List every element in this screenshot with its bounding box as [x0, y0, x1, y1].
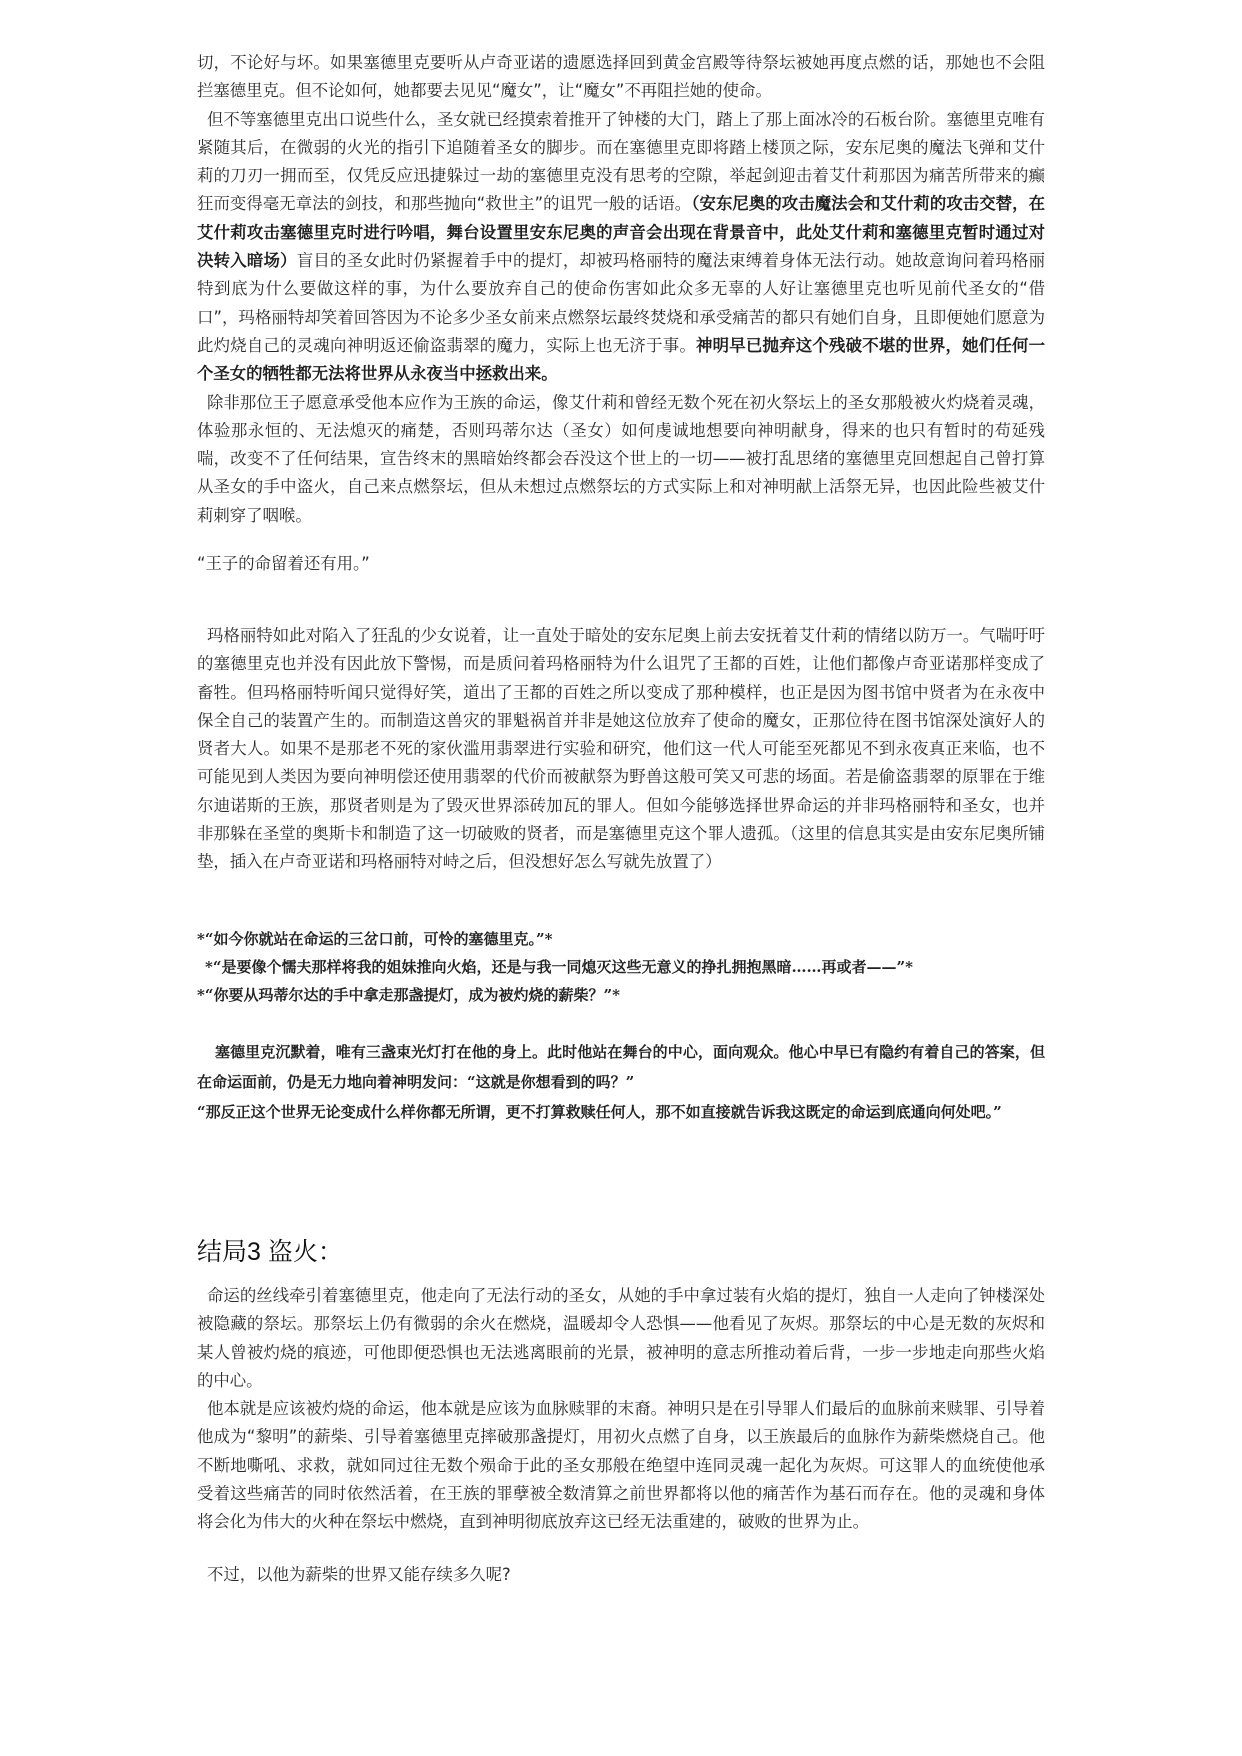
monologue-paragraph-2: “那反正这个世界无论变成什么样你都无所谓，更不打算救赎任何人，那不如直接就告诉我这既定的命运到底通向何处吧。”: [197, 1103, 1002, 1121]
paragraph-6: 他本就是应该被灼烧的命运，他本就是应该为血脉赎罪的末裔。神明只是在引导罪人们最后的血脉前来赎罪、引导着他成为“黎明”的薪柴、引导着塞德里克摔破那盏提灯，用初火点燃了自身，以王族最后的血脉作为薪柴燃烧自己。他不断地嘶吼、求救，就如同过往无数个殒命于此的圣女那般在绝望中连同灵魂一起化为灰烬。可这罪人的血统使他承受着这些痛苦的同时依然活着，在王族的罪孽被全数清算之前世界都将以他的痛苦作为基石而存在。他的灵魂和身体将会化为伟大的火种在祭坛中燃烧，直到神明彻底放弃这已经无法重建的，破败的世界为止。: [197, 1399, 1045, 1532]
verse-line-2: *“是要像个懦夫那样将我的姐妹推向火焰，还是与我一同熄灭这些无意义的挣扎拥抱黑暗……再或者——”*: [205, 958, 913, 976]
section-intro: [197, 49, 1045, 530]
quote-block: [197, 550, 1045, 578]
section-margaret: [197, 622, 1045, 877]
paragraph-1: 切，不论好与坏。如果塞德里克要听从卢奇亚诺的遗愿选择回到黄金宫殿等待祭坛被她再度点燃的话，那她也不会阻拦塞德里克。但不论如何，她都要去见见“魔女”，让“魔女”不再阻拦她的使命。: [197, 53, 1045, 101]
paragraph-2-text-b: 盲目的圣女此时仍紧握着手中的提灯，却被玛格丽特的魔法束缚着身体无法行动。她故意询问着玛格丽特到底为什么要做这样的事，为什么要放弃自己的使命伤害如此众多无辜的人好让塞德里克也听见前代圣女的“借口”，玛格丽特却笑着回答因为不论多少圣女前来点燃祭坛最终焚烧和承受痛苦的都只有她们自身，且即便她们愿意为此灼烧自己的灵魂向神明返还偷盗翡翠的魔力，实际上也无济于事。: [197, 251, 1046, 355]
paragraph-5: 命运的丝线牵引着塞德里克，他走向了无法行动的圣女，从她的手中拿过装有火焰的提灯，独自一人走向了钟楼深处被隐藏的祭坛。那祭坛上仍有微弱的余火在燃烧，温暖却令人恐惧——他看见了灰烬。那祭坛的中心是无数的灰烬和某人曾被灼烧的痕迹，可他即便恐惧也无法逃离眼前的光景，被神明的意志所推动着后背，一步一步地走向那些火焰的中心。: [197, 1286, 1045, 1390]
paragraph-2-bold-ending: 神明早已抛弃这个残破不堪的世界，她们任何一个圣女的牺牲都无法将世界从永夜当中拯救出来。: [197, 335, 1046, 384]
monologue-paragraph-1: 塞德里克沉默着，唯有三盏束光灯打在他的身上。此时他站在舞台的中心，面向观众。他心中早已有隐约有着自己的答案，但在命运面前，仍是无力地向着神明发问：“这就是你想看到的吗？”: [197, 1043, 1045, 1091]
paragraph-2: [197, 106, 1045, 389]
quote-line: “王子的命留着还有用。”: [197, 554, 370, 573]
stage-direction-bold: （安东尼奥的攻击魔法会和艾什莉的攻击交替，在艾什莉攻击塞德里克时进行吟唱，舞台设置里安东尼奥的声音会出现在背景音中，此处艾什莉和塞德里克暂时通过对决转入暗场）: [197, 194, 1045, 271]
paragraph-4: 玛格丽特如此对陷入了狂乱的少女说着，让一直处于暗处的安东尼奥上前去安抚着艾什莉的情绪以防万一。气喘吁吁的塞德里克也并没有因此放下警惕，而是质问着玛格丽特为什么诅咒了王都的百姓，让他们都像卢奇亚诺那样变成了畜牲。但玛格丽特听闻只觉得好笑，道出了王都的百姓之所以变成了那种模样，也正是因为图书馆中贤者为在永夜中保全自己的装置产生的。而制造这兽灾的罪魁祸首并非是她这位放弃了使命的魔女，正那位待在图书馆深处演好人的贤者大人。如果不是那老不死的家伙滥用翡翠进行实验和研究，他们这一代人可能至死都见不到永夜真正来临，也不可能见到人类因为要向神明偿还使用翡翠的代价而被献祭为野兽这般可笑又可悲的场面。若是偷盗翡翠的原罪在于维尔迪诺斯的王族，那贤者则是为了毁灭世界添砖加瓦的罪人。但如今能够选择世界命运的并非玛格丽特和圣女，也并非那躲在圣堂的奥斯卡和制造了这一切破败的贤者，而是塞德里克这个罪人遗孤。（这里的信息其实是由安东尼奥所铺垫，插入在卢奇亚诺和玛格丽特对峙之后，但没想好怎么写就先放置了）: [197, 626, 1045, 872]
section-heading: 结局3 盗火：: [197, 1238, 343, 1266]
verse-block: [197, 925, 1045, 1009]
ending-section: [197, 1232, 1045, 1268]
closing: [197, 1561, 1045, 1589]
ending-body: [197, 1282, 1045, 1537]
paragraph-2-text-a: 但不等塞德里克出口说些什么，圣女就已经摸索着推开了钟楼的大门，踏上了那上面冰冷的石板台阶。塞德里克唯有紧随其后，在微弱的火光的指引下追随着圣女的脚步。而在塞德里克即将踏上楼顶之际，安东尼奥的魔法飞弹和艾什莉的刀刃一拥而至，仅凭反应迅捷躲过一劫的塞德里克没有思考的空隙，举起剑迎击着艾什莉那因为痛苦所带来的癫狂而变得毫无章法的剑技，和那些抛向“救世主”的诅咒一般的话语。: [197, 109, 1045, 214]
verse-line-1: *“如今你就站在命运的三岔口前，可怜的塞德里克。”*: [197, 930, 553, 948]
verse-line-3: *“你要从玛蒂尔达的手中拿走那盏提灯，成为被灼烧的薪柴？”*: [197, 986, 620, 1004]
closing-line: 不过，以他为薪柴的世界又能存续多久呢?: [207, 1565, 511, 1584]
paragraph-3: 除非那位王子愿意承受他本应作为王族的命运，像艾什莉和曾经无数个死在初火祭坛上的圣女那般被火灼烧着灵魂，体验那永恒的、无法熄灭的痛楚，否则玛蒂尔达（圣女）如何虔诚地想要向神明献身，得来的也只有暂时的苟延残喘，改变不了任何结果，宣告终末的黑暗始终都会吞没这个世上的一切——被打乱思绪的塞德里克回想起自己曾打算从圣女的手中盗火，自己来点燃祭坛，但从未想过点燃祭坛的方式实际上和对神明献上活祭无异，也因此险些被艾什莉刺穿了咽喉。: [197, 392, 1045, 525]
monologue-block: [197, 1037, 1045, 1127]
